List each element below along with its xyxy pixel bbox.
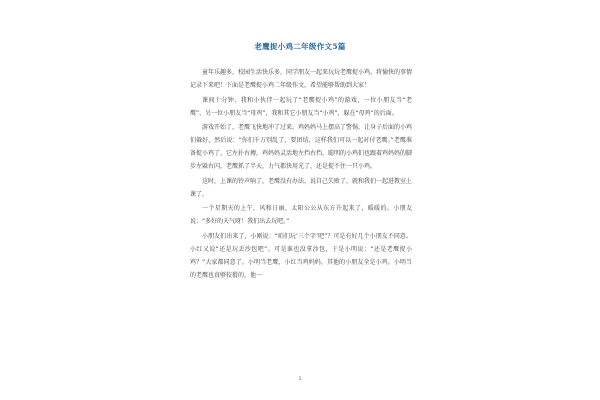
page-number: 1 <box>298 377 302 382</box>
paragraph: 游戏开始了，老鹰飞快地冲了过来，鸡妈妈马上摆高了警惕，让身子后面的小鸡们躲好，然后说：“你们千万别乱了，要团结，这样我们可以一起对付老鹰。”老鹰准备捉小鸡了，它左扑右搏，鸡妈妈灵活地左挡右挡，聪明的小鸡们也跟着鸡妈妈的脚步左躲右闪，老鹰抓了半天，力气都快用光了，还是捉不住一只小鸡。 <box>190 124 413 170</box>
paragraph: 童年乐趣多，校园生活快乐多，同学朋友一起来玩玩老鹰捉小鸡。将愉快的事情记录下来吧！下面是老鹰捉小鸡二年级作文，希望能够帮助到大家！ <box>190 69 413 89</box>
document-body <box>190 66 412 282</box>
paragraph: 小朋友们出来了，小刚说：“咱们玩‘三个字’吧”？可是有好几个小朋友不同意。小红又说“还是玩丢沙包吧”。可是谁也没拿沙包，于是小明说：“还是老鹰捉小鸡？”大家都同意了。小明当老鹰，小红当鸡妈妈，其他的小朋友全是小鸡。小明当的老鹰也真够狡猾的，他一 <box>190 232 412 279</box>
paragraph: 一个星期天的上午，风和日丽，太阳公公从东方升起来了，暖暖的。小朋友说：“多好的天气呀！我们出去玩吧。” <box>190 205 412 225</box>
paragraph: 课间十分钟，我和小伙伴一起玩了“老鹰捉小鸡”的游戏，一位小朋友当“老鹰”，另一位小朋友当“母鸡”，我和其它小朋友当“小鸡”，躲在“母鸡”的后面。 <box>190 96 412 117</box>
paragraph: 这时，上课的铃声响了，老鹰没有办法，说自己失败了，就和我们一起进教室上课了。 <box>190 177 413 198</box>
document-title: 老鹰捉小鸡二年级作文5篇 <box>254 42 346 51</box>
